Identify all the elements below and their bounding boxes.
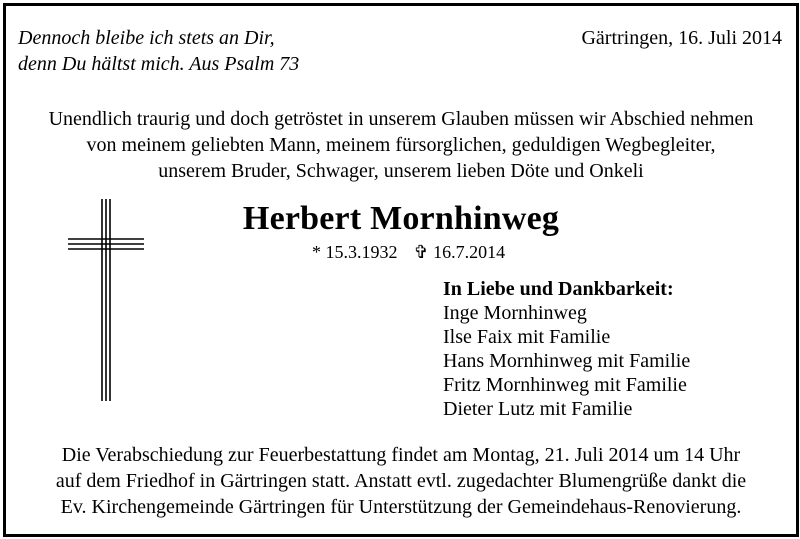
funeral-info-line: auf dem Friedhof in Gärtringen statt. Anstatt evtl. zugedachter Blumengrüße dankt die — [55, 470, 747, 492]
mourner-name: Dieter Lutz mit Familie — [443, 398, 633, 420]
place-date: Gärtringen, 16. Juli 2014 — [581, 27, 782, 49]
mourners-list — [443, 277, 690, 421]
birth-date: * 15.3.1932 — [312, 242, 398, 262]
death-date: ✞ 16.7.2014 — [413, 242, 506, 262]
mourner-name: Fritz Mornhinweg mit Familie — [443, 374, 687, 396]
funeral-info-line: Ev. Kirchengemeinde Gärtringen für Unterstützung der Gemeindehaus-Renovierung. — [60, 496, 742, 518]
intro-line: unserem Bruder, Schwager, unserem lieben Döte und Onkeli — [158, 160, 644, 182]
mourner-name: Hans Mornhinweg mit Familie — [443, 350, 691, 372]
obituary-notice — [3, 3, 799, 537]
intro-line: von meinem geliebten Mann, meinem fürsorglichen, geduldigen Wegbegleiter, — [86, 134, 716, 156]
bible-verse — [18, 25, 299, 77]
intro-line: Unendlich traurig und doch getröstet in unserem Glauben müssen wir Abschied nehmen — [48, 108, 754, 130]
deceased-name: Herbert Mornhinweg — [242, 200, 560, 237]
mourner-name: Inge Mornhinweg — [443, 302, 587, 324]
funeral-info-line: Die Verabschiedung zur Feuerbestattung findet am Montag, 21. Juli 2014 um 14 Uhr — [61, 444, 741, 466]
bible-verse-line: Dennoch bleibe ich stets an Dir, — [18, 27, 275, 49]
mourner-name: Ilse Faix mit Familie — [443, 326, 611, 348]
bible-verse-line: denn Du hältst mich. Aus Psalm 73 — [18, 53, 300, 75]
intro-text — [6, 106, 796, 184]
funeral-info — [6, 442, 796, 520]
mourners-heading: In Liebe und Dankbarkeit: — [443, 278, 674, 300]
life-dates — [312, 240, 505, 264]
